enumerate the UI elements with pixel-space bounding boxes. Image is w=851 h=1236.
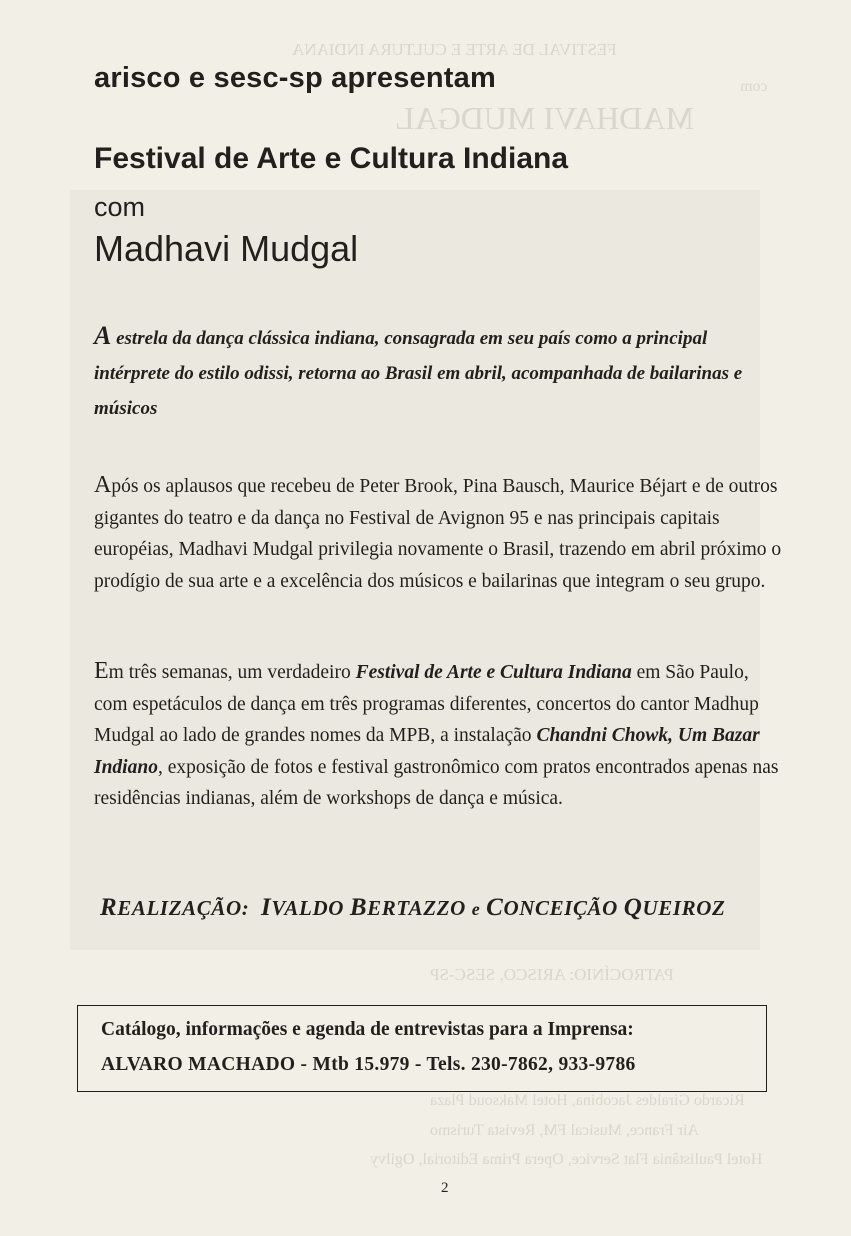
credit-word: VALDO (271, 896, 344, 920)
lead-text: estrela da dança clássica indiana, consagrada em seu país como a principal intérprete do estilo odissi, retorna ao Brasil em abril, acompanhada de bailarinas e músicos (94, 328, 743, 419)
show-through-line: Hotel Paulistânia Flat Service, Opera Prima Editorial, Ogilvy (370, 1151, 763, 1168)
credit-word: ERTAZZO (367, 896, 466, 920)
show-through-line: FESTIVAL DE ARTE E CULTURA INDIANA (292, 40, 617, 59)
credit-cap: Q (623, 894, 643, 921)
paragraph-text: pós os aplausos que recebeu de Peter Brook, Pina Bausch, Maurice Béjart e de outros gigantes do teatro e da dança no Festival de Avignon 95 e nas principais capitais européias, Madhavi Mudgal privilegia novamente o Brasil, trazendo em abril próximo o prodígio de sua arte e a excelência dos músicos e bailarinas que integram o seu grupo. (94, 476, 782, 592)
paragraph-dropcap: A (94, 472, 112, 498)
with-label: com (94, 192, 146, 222)
body-paragraph-2 (94, 656, 784, 815)
paragraph-text: , exposição de fotos e festival gastronômico com pratos encontrados apenas nas residências indianas, além de workshops de dança e música. (94, 756, 779, 809)
credit-cap: C (486, 894, 504, 921)
artist-name: Madhavi Mudgal (94, 228, 359, 269)
credit-word: EALIZAÇÃO: (117, 896, 250, 920)
presenters-heading: arisco e sesc-sp apresentam (94, 62, 496, 94)
show-through-line: PATROCÍNIO: ARISCO, SESC-SP (430, 965, 674, 984)
paragraph-text: m três semanas, um verdadeiro (108, 662, 356, 683)
credit-cap: I (261, 894, 272, 921)
press-info-line: Catálogo, informações e agenda de entrevistas para a Imprensa: (101, 1019, 634, 1040)
lead-paragraph (94, 318, 784, 426)
paragraph-text: em São Paulo, com espetáculos de dança em três programas diferentes, concertos do cantor Madhup Mudgal ao lado de grandes nomes da MPB, a instalação (94, 662, 759, 746)
press-contact-box (77, 1005, 767, 1092)
credit-cap: B (349, 894, 368, 921)
credit-conjunction: e (471, 899, 481, 919)
credit-word: ONCEIÇÃO (503, 896, 618, 920)
show-through-line: Air France, Musical FM, Revista Turismo (430, 1122, 699, 1139)
credit-cap: R (100, 894, 118, 921)
show-through-line: Ricardo Giraldes Jacobina, Hotel Maksoud Plaza (430, 1092, 745, 1109)
show-through-line: com (740, 78, 768, 95)
production-credit (100, 894, 725, 922)
credit-word: UEIROZ (642, 896, 726, 920)
lead-dropcap: A (94, 321, 112, 350)
installation-emphasis: Chandni Chowk, Um Bazar Indiano (94, 725, 760, 778)
body-paragraph-1 (94, 470, 784, 597)
festival-emphasis: Festival de Arte e Cultura Indiana (355, 662, 632, 683)
press-contact-line: ALVARO MACHADO - Mtb 15.979 - Tels. 230-7862, 933-9786 (101, 1054, 636, 1075)
paragraph-dropcap: E (94, 658, 109, 684)
page-number: 2 (441, 1180, 449, 1196)
festival-title: Festival de Arte e Cultura Indiana (94, 142, 569, 175)
show-through-line: MADHAVI MUDGAL (395, 100, 694, 136)
